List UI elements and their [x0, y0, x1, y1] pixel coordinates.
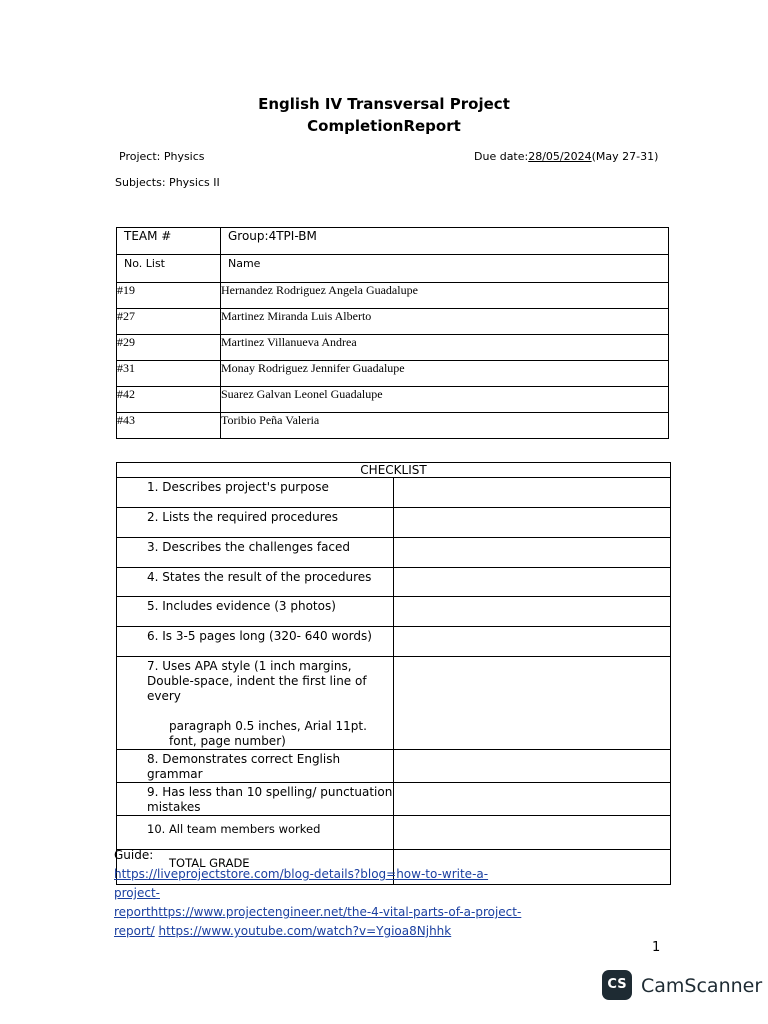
table-row	[117, 387, 669, 413]
guide-link[interactable]: report/	[114, 924, 155, 938]
member-name: Toribio Peña Valeria	[221, 413, 669, 439]
checklist-row	[117, 508, 671, 538]
guide-section	[114, 846, 534, 941]
checklist-row	[117, 657, 671, 750]
team-columns-row	[117, 255, 669, 283]
member-name: Martinez Villanueva Andrea	[221, 335, 669, 361]
guide-link[interactable]: reporthttps://www.projectengineer.net/the-4-vital-parts-of-a-project-	[114, 905, 522, 919]
document-subtitle: CompletionReport	[307, 117, 461, 135]
member-no: #31	[117, 361, 221, 387]
grade-cell[interactable]	[394, 750, 671, 783]
checklist-item: 6. Is 3-5 pages long (320- 640 words)	[117, 627, 394, 657]
team-number-label: TEAM #	[117, 228, 221, 255]
checklist-row	[117, 538, 671, 568]
member-name: Suarez Galvan Leonel Guadalupe	[221, 387, 669, 413]
guide-link[interactable]: https://liveprojectstore.com/blog-details?blog=how-to-write-a-project-	[114, 867, 489, 900]
checklist-item: 1. Describes project's purpose	[117, 478, 394, 508]
table-row	[117, 283, 669, 309]
guide-label: Guide:	[114, 848, 154, 862]
total-grade-label: TOTAL GRADE	[117, 850, 394, 885]
grade-cell[interactable]	[394, 508, 671, 538]
team-table	[116, 227, 669, 439]
checklist-table	[116, 462, 671, 885]
due-date-value: 28/05/2024	[528, 150, 592, 163]
checklist-row	[117, 627, 671, 657]
due-date-line	[474, 150, 658, 163]
table-row	[117, 309, 669, 335]
youtube-link[interactable]: https://www.youtube.com/watch?v=Ygioa8Njhhk	[158, 924, 452, 938]
page-number: 1	[652, 940, 661, 955]
checklist-header-row	[117, 463, 671, 478]
document-title: English IV Transversal Project	[258, 95, 510, 113]
table-row	[117, 413, 669, 439]
checklist-row	[117, 816, 671, 850]
due-date-range: (May 27-31)	[591, 150, 659, 163]
checklist-item: 8. Demonstrates correct English grammar	[117, 750, 394, 783]
member-name: Hernandez Rodriguez Angela Guadalupe	[221, 283, 669, 309]
member-no: #42	[117, 387, 221, 413]
checklist-item: 10. All team members worked	[117, 816, 394, 850]
camscanner-brand: CamScanner	[641, 975, 763, 997]
checklist-row	[117, 783, 671, 816]
member-no: #43	[117, 413, 221, 439]
grade-cell[interactable]	[394, 816, 671, 850]
member-no: #27	[117, 309, 221, 335]
checklist-title: CHECKLIST	[117, 463, 671, 478]
checklist-item-apa	[117, 657, 394, 750]
table-row	[117, 361, 669, 387]
grade-cell[interactable]	[394, 657, 671, 750]
due-date-label: Due date:	[474, 150, 529, 163]
checklist-row	[117, 750, 671, 783]
checklist-item-continuation: paragraph 0.5 inches, Arial 11pt. font, page number)	[169, 719, 367, 748]
checklist-item: 2. Lists the required procedures	[117, 508, 394, 538]
checklist-item: 5. Includes evidence (3 photos)	[117, 597, 394, 627]
member-name: Martinez Miranda Luis Alberto	[221, 309, 669, 335]
checklist-row	[117, 568, 671, 597]
grade-cell[interactable]	[394, 597, 671, 627]
column-no-list: No. List	[117, 255, 221, 283]
subjects-label: Subjects: Physics II	[115, 176, 220, 189]
column-name: Name	[221, 255, 669, 283]
grade-cell[interactable]	[394, 783, 671, 816]
checklist-item: 9. Has less than 10 spelling/ punctuation mistakes	[117, 783, 394, 816]
group-label: Group:4TPI-BM	[221, 228, 669, 255]
camscanner-logo: CS	[602, 970, 632, 1000]
grade-cell[interactable]	[394, 627, 671, 657]
checklist-row	[117, 478, 671, 508]
member-no: #19	[117, 283, 221, 309]
checklist-item: 3. Describes the challenges faced	[117, 538, 394, 568]
member-no: #29	[117, 335, 221, 361]
checklist-item: 4. States the result of the procedures	[117, 568, 394, 597]
checklist-item: 7. Uses APA style (1 inch margins, Double-space, indent the first line of every	[147, 659, 367, 703]
table-row	[117, 335, 669, 361]
grade-cell[interactable]	[394, 568, 671, 597]
grade-cell[interactable]	[394, 478, 671, 508]
checklist-row	[117, 597, 671, 627]
member-name: Monay Rodriguez Jennifer Guadalupe	[221, 361, 669, 387]
project-label: Project: Physics	[119, 150, 205, 163]
team-header-row	[117, 228, 669, 255]
grade-cell[interactable]	[394, 538, 671, 568]
